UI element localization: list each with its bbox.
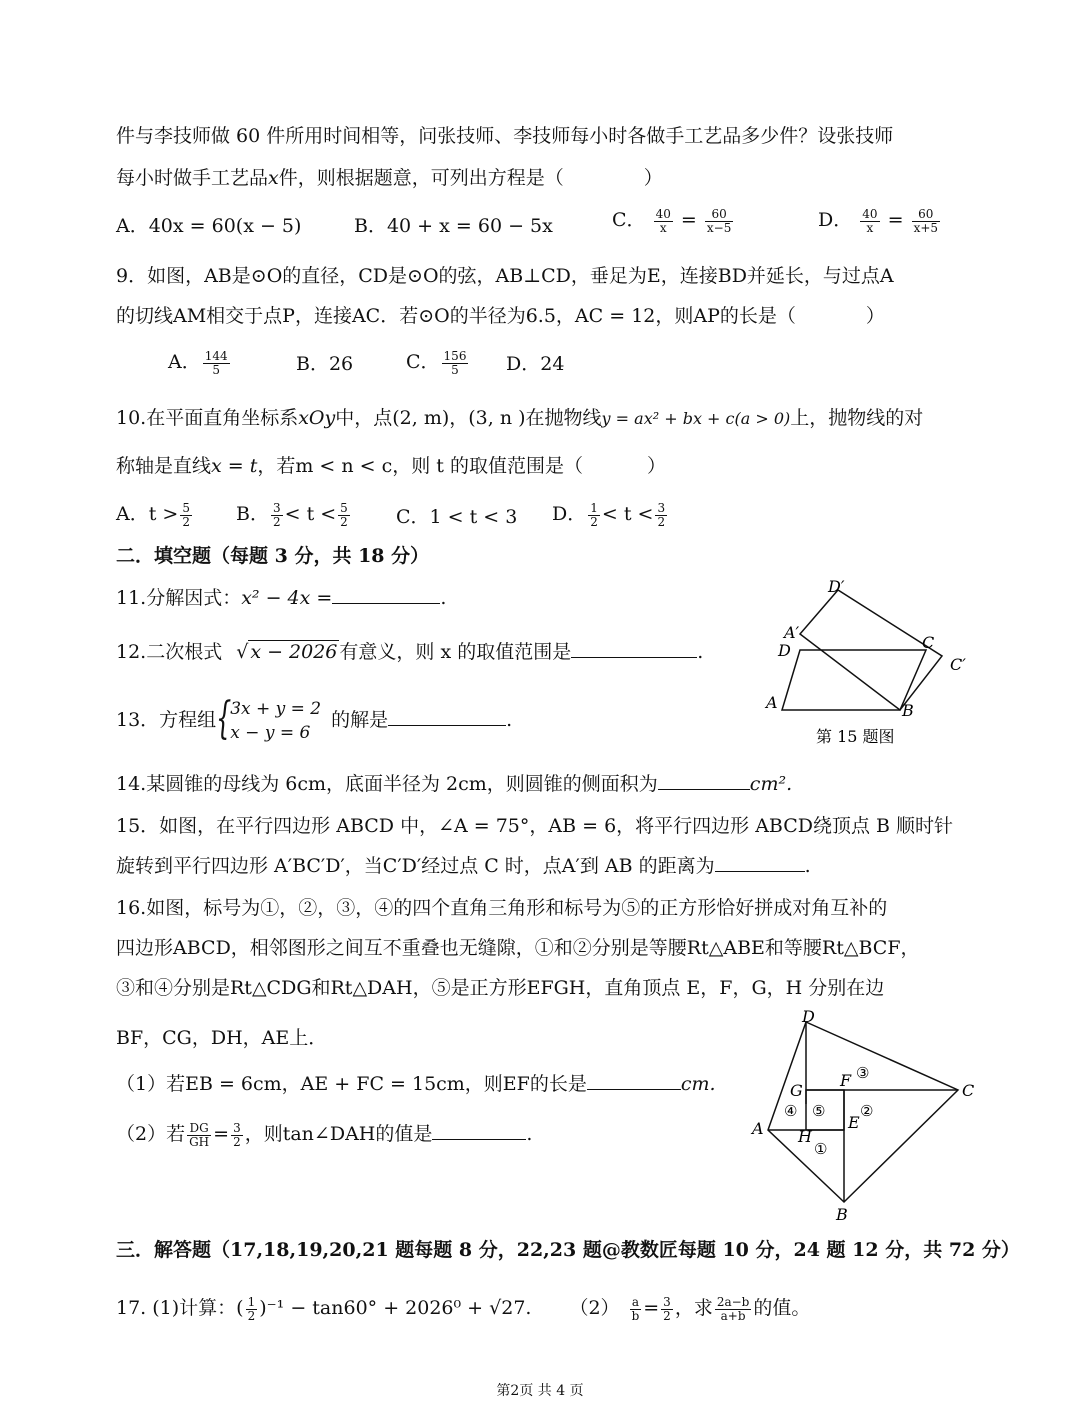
- q9-option-b: B．26: [296, 353, 354, 375]
- q12-radicand: x − 2026: [250, 641, 338, 663]
- q9-option-a: A． $\frac{144}{5}$: [168, 348, 228, 377]
- q9-line2-text: 的切线AM相交于点P，连接AC．若⊙O的半径为6.5，AC = 12，则AP的长是（: [116, 305, 796, 327]
- q8-var: x: [268, 167, 279, 189]
- q8-c-left: $\frac{40}{x}$: [655, 206, 671, 235]
- q10-option-a: A．t > $\frac{5}{2}$: [116, 500, 190, 529]
- q8-option-a: A．40x = 60(x − 5): [116, 215, 302, 237]
- q13-answer-blank[interactable]: [388, 707, 506, 726]
- q11-answer-blank[interactable]: [332, 585, 440, 604]
- q8-line2: [116, 164, 663, 192]
- q17: 17. (1)计算：( $\frac{1}{2}$ )⁻¹ − tan60° + 2026⁰ + √27. （2） $\frac{a}{b}$ = $\frac{3}{2}$ ，求 $\frac{2a-b}{a+b}$ 的值。: [116, 1294, 811, 1323]
- q16-sub2: （2）若 $\frac{DG}{GH}$ = $\frac{3}{2}$ ，则tan∠DAH的值是 .: [116, 1120, 533, 1149]
- q13-system: { 3x + y = 2 x − y = 6: [216, 693, 322, 744]
- q15-line2: 旋转到平行四边形 A′BC′D′，当C′D′经过点 C 时，点A′到 AB 的距离为 .: [116, 855, 811, 877]
- q8-d-label: D．: [818, 209, 853, 231]
- fig15-label-a: A: [766, 693, 778, 712]
- q8-c-right: $\frac{60}{x-5}$: [706, 206, 732, 235]
- q16-line3: ③和④分别是Rt△CDG和Rt△DAH，⑤是正方形EFGH，直角顶点 E，F，G，H 分别在边: [116, 977, 885, 999]
- fig15-label-b: B: [902, 701, 914, 720]
- q15-answer-blank[interactable]: [715, 853, 805, 872]
- fig16-label-h: H: [798, 1127, 812, 1146]
- q16-sub1: （1）若EB = 6cm，AE + FC = 15cm，则EF的长是 cm.: [116, 1073, 716, 1095]
- fig16-region-4: ④: [784, 1102, 798, 1120]
- q16-line2: 四边形ABCD，相邻图形之间互不重叠也无缝隙，①和②分别是等腰Rt△ABE和等腰Rt△BCF，: [116, 937, 920, 959]
- q10-option-b: B． $\frac{3}{2}$ < t < $\frac{5}{2}$: [236, 500, 348, 529]
- q8-line2-text-a: 每小时做手工艺品: [116, 167, 269, 189]
- q10-option-d: D． $\frac{1}{2}$ < t < $\frac{3}{2}$: [552, 500, 666, 529]
- q9-line1: 9．如图，AB是⊙O的直径，CD是⊙O的弦，AB⊥CD，垂足为E，连接BD并延长，与过点A: [116, 265, 894, 287]
- page-footer: 第2页 共 4 页: [496, 1383, 584, 1399]
- q11: 11.分解因式：x² − 4x = .: [116, 587, 447, 609]
- q14: 14.某圆锥的母线为 6cm，底面半径为 2cm，则圆锥的侧面积为 cm².: [116, 773, 793, 795]
- q16-sub1-answer-blank[interactable]: [587, 1071, 681, 1090]
- fig16-label-g: G: [790, 1081, 803, 1100]
- q12-answer-blank[interactable]: [571, 639, 697, 658]
- q8-line1: 件与李技师做 60 件所用时间相等，问张技师、李技师每小时各做手工艺品多少件？设张技师: [116, 125, 894, 147]
- q15-line1: 15．如图，在平行四边形 ABCD 中，∠A = 75°，AB = 6，将平行四边形 ABCD绕顶点 B 顺时针: [116, 815, 954, 837]
- fig16-label-f: F: [840, 1071, 852, 1090]
- fig16-label-a: A: [752, 1119, 764, 1138]
- q9-option-c: C． $\frac{156}{5}$: [406, 348, 467, 377]
- q10-option-c: C．1 < t < 3: [396, 506, 518, 528]
- fig15-label-a-prime: A′: [784, 623, 800, 642]
- q14-answer-blank[interactable]: [658, 771, 750, 790]
- q16-line1: 16.如图，标号为①，②，③，④的四个直角三角形和标号为⑤的正方形恰好拼成对角互补的: [116, 897, 888, 919]
- figure-16: [744, 1004, 984, 1226]
- fig16-region-2: ②: [860, 1102, 874, 1120]
- q10-line2: 称轴是直线x = t，若m < n < c，则 t 的取值范围是（ ）: [116, 455, 666, 477]
- fig15-label-d-prime: D′: [828, 577, 845, 596]
- fig16-label-b: B: [836, 1205, 848, 1224]
- q8-line2-text-b: 件，则根据题意，可列出方程是（: [278, 167, 564, 189]
- fig15-label-d: D: [778, 641, 791, 660]
- fig16-label-d: D: [802, 1007, 815, 1026]
- section3-heading: 三．解答题（17,18,19,20,21 题每题 8 分，22,23 题@教数匠每题 10 分，24 题 12 分，共 72 分）: [116, 1239, 1020, 1261]
- q8-d-right: $\frac{60}{x+5}$: [913, 206, 939, 235]
- q10-line1: 10.在平面直角坐标系xOy中，点(2, m)，(3, n )在抛物线y = ax² + bx + c(a > 0)上，抛物线的对: [116, 407, 924, 429]
- fig16-region-3: ③: [856, 1064, 870, 1082]
- fig15-label-c: C: [922, 633, 935, 652]
- q8-d-left: $\frac{40}{x}$: [862, 206, 878, 235]
- fig16-label-c: C: [962, 1081, 975, 1100]
- q13: 13．方程组 { 3x + y = 2 x − y = 6 的解是 .: [116, 693, 513, 744]
- fig16-region-5: ⑤: [812, 1102, 826, 1120]
- section2-heading: 二．填空题（每题 3 分，共 18 分）: [116, 545, 430, 567]
- q9-line2: 的切线AM相交于点P，连接AC．若⊙O的半径为6.5，AC = 12，则AP的长是（ ）: [116, 305, 885, 327]
- q8-option-d: D． $\frac{40}{x}$ = $\frac{60}{x+5}$: [818, 206, 939, 235]
- fig16-region-1: ①: [814, 1140, 828, 1158]
- q8-option-c: C． $\frac{40}{x}$ = $\frac{60}{x-5}$: [612, 206, 732, 235]
- fig16-label-e: E: [848, 1113, 860, 1132]
- q16-sub2-answer-blank[interactable]: [432, 1121, 526, 1140]
- figure-15: [760, 576, 980, 756]
- q16-line4: BF，CG，DH，AE上．: [116, 1027, 328, 1049]
- q12: 12.二次根式 √ x − 2026 有意义，则 x 的取值范围是 .: [116, 641, 704, 663]
- fig15-label-c-prime: C′: [950, 655, 966, 674]
- q8-c-label: C．: [612, 209, 646, 231]
- q9-option-d: D．24: [506, 353, 565, 375]
- fig15-caption: 第 15 题图: [816, 727, 895, 746]
- q8-option-b: B．40 + x = 60 − 5x: [354, 215, 553, 237]
- q8-close: ）: [643, 167, 663, 189]
